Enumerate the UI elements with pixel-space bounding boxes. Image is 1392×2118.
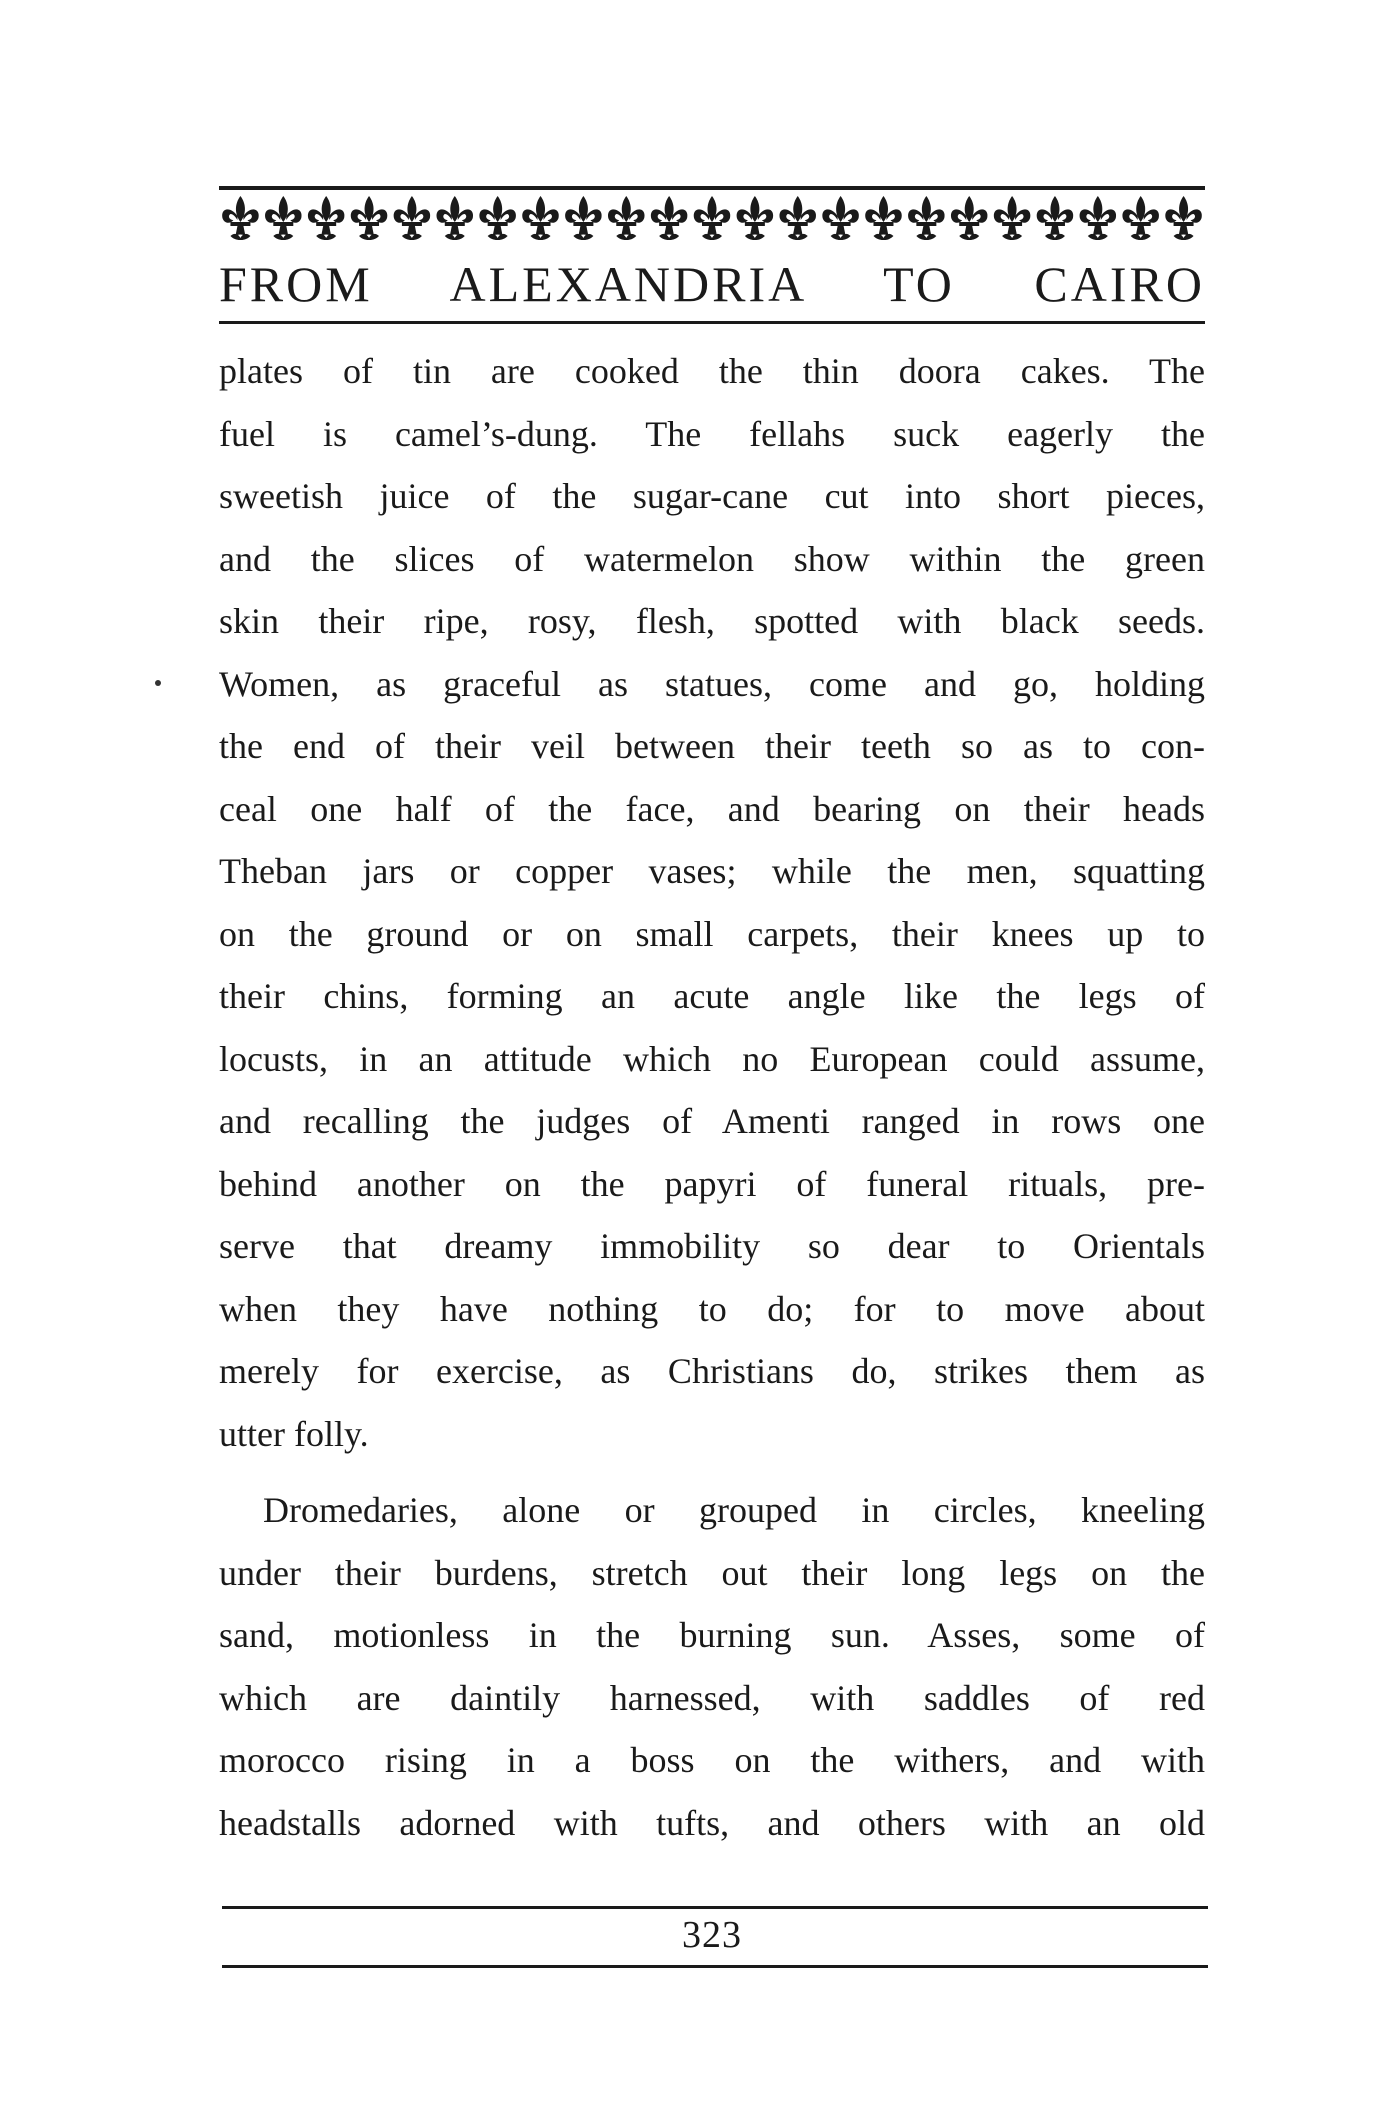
running-head: FROM ALEXANDRIA TO CAIRO xyxy=(219,256,1205,312)
fleur-de-lis-icon xyxy=(522,196,559,240)
fleur-de-lis-icon xyxy=(694,196,731,240)
text-line: when they have nothing to do; for to move about xyxy=(219,1288,1205,1329)
fleur-de-lis-icon xyxy=(265,196,302,240)
fleur-de-lis-icon xyxy=(865,196,902,240)
paragraph-2 xyxy=(219,1479,1205,1854)
paragraph-1 xyxy=(219,340,1205,1465)
text-line: and recalling the judges of Amenti ranged in rows one xyxy=(219,1101,1205,1141)
fleur-de-lis-icon xyxy=(651,196,688,240)
page-number: 323 xyxy=(682,1914,742,1956)
text-line: Dromedaries, alone or grouped in circles, kneeling xyxy=(263,1490,1205,1530)
text-line: under their burdens, stretch out their long legs on the xyxy=(219,1552,1205,1593)
fleur-de-lis-icon xyxy=(394,196,431,240)
fleur-de-lis-icon xyxy=(1037,196,1074,240)
fleur-de-lis-icon xyxy=(565,196,602,240)
text-line: behind another on the papyri of funeral rituals, pre- xyxy=(219,1163,1205,1204)
fleur-de-lis-icon xyxy=(737,196,774,240)
text-line: sweetish juice of the sugar-cane cut into short pieces, xyxy=(219,476,1205,516)
text-line: their chins, forming an acute angle like the legs of xyxy=(219,976,1205,1016)
body-text xyxy=(219,340,1205,1854)
paragraph-spacer xyxy=(219,1465,1205,1479)
text-line: Women, as graceful as statues, come and go, holding xyxy=(219,663,1205,704)
text-line: utter folly. xyxy=(219,1413,369,1454)
fleur-de-lis-row xyxy=(219,190,1205,246)
text-line: fuel is camel’s-dung. The fellahs suck eagerly the xyxy=(219,413,1205,454)
text-line: serve that dreamy immobility so dear to Orientals xyxy=(219,1226,1205,1266)
fleur-de-lis-icon xyxy=(822,196,859,240)
text-line: on the ground or on small carpets, their knees up to xyxy=(219,913,1205,954)
fleur-de-lis-icon xyxy=(779,196,816,240)
fleur-de-lis-icon xyxy=(1080,196,1117,240)
text-line: ceal one half of the face, and bearing on their heads xyxy=(219,788,1205,829)
fleur-de-lis-icon xyxy=(608,196,645,240)
fleur-de-lis-icon xyxy=(351,196,388,240)
text-line: the end of their veil between their teeth so as to con- xyxy=(219,726,1205,766)
text-line: plates of tin are cooked the thin doora cakes. The xyxy=(219,351,1205,391)
fleuron-ornament-band xyxy=(219,190,1205,246)
fleur-de-lis-icon xyxy=(1165,196,1202,240)
fleur-de-lis-icon xyxy=(437,196,474,240)
text-line: locusts, in an attitude which no European could assume, xyxy=(219,1038,1205,1079)
text-line: skin their ripe, rosy, flesh, spotted with black seeds. xyxy=(219,601,1205,641)
fleur-de-lis-icon xyxy=(951,196,988,240)
fleur-de-lis-icon xyxy=(1122,196,1159,240)
header-bottom-rule xyxy=(219,321,1205,324)
footer-bottom-rule xyxy=(222,1965,1208,1968)
text-line: which are daintily harnessed, with saddles of red xyxy=(219,1677,1205,1718)
text-line: Theban jars or copper vases; while the men, squatting xyxy=(219,851,1205,891)
fleur-de-lis-icon xyxy=(222,196,259,240)
text-line: morocco rising in a boss on the withers, and with xyxy=(219,1740,1205,1780)
fleur-de-lis-icon xyxy=(994,196,1031,240)
text-line: headstalls adorned with tufts, and others with an old xyxy=(219,1802,1205,1843)
fleur-de-lis-icon xyxy=(308,196,345,240)
text-line: merely for exercise, as Christians do, strikes them as xyxy=(219,1351,1205,1391)
text-line: and the slices of watermelon show within the green xyxy=(219,538,1205,579)
stray-ink-mark xyxy=(155,680,161,686)
fleur-de-lis-icon xyxy=(908,196,945,240)
fleur-de-lis-icon xyxy=(479,196,516,240)
text-line: sand, motionless in the burning sun. Asses, some of xyxy=(219,1615,1205,1655)
